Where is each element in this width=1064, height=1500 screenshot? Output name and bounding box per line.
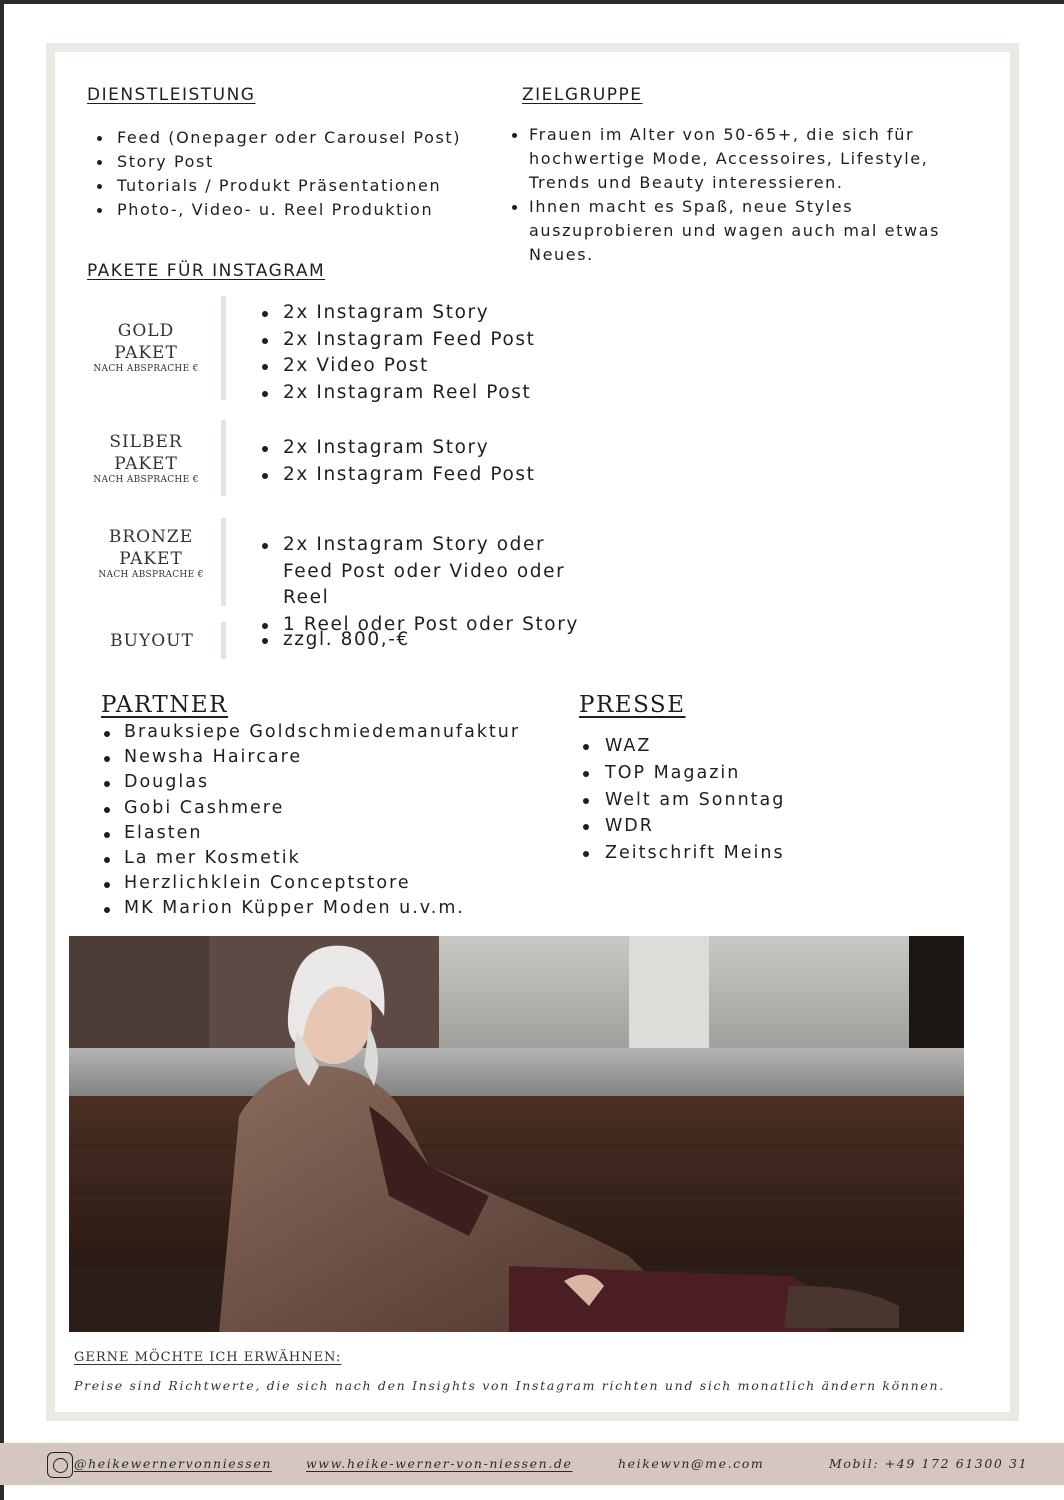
partner-list	[101, 720, 541, 922]
instagram-handle-link[interactable]: @heikewernervonniessen	[74, 1456, 272, 1471]
silver-title-2: PAKET	[114, 454, 178, 474]
silver-items	[259, 435, 639, 488]
list-item: Gobi Cashmere	[101, 796, 541, 821]
bronze-title-2: PAKET	[119, 549, 183, 569]
list-item: 2x Video Post	[259, 353, 639, 380]
gold-items	[259, 300, 639, 406]
list-item: Zeitschrift Meins	[580, 840, 880, 867]
website-link[interactable]: www.heike-werner-von-niessen.de	[306, 1456, 573, 1471]
list-item: 2x Instagram Story	[259, 435, 639, 462]
footer	[0, 1443, 1064, 1485]
buyout-title: BUYOUT	[110, 631, 194, 651]
list-item: WDR	[580, 813, 880, 840]
list-item: 2x Instagram Feed Post	[259, 462, 639, 489]
gold-package-label	[86, 320, 206, 375]
target-heading: ZIELGRUPPE	[522, 85, 643, 105]
bronze-title: BRONZE	[108, 527, 194, 547]
phone-text: Mobil: +49 172 61300 31	[829, 1456, 1029, 1471]
bronze-price-note: NACH ABSPRACHE €	[98, 570, 204, 580]
services-heading: DIENSTLEISTUNG	[87, 85, 256, 105]
silver-divider	[221, 420, 226, 496]
portrait-photo-illustration	[69, 936, 964, 1332]
list-item: Newsha Haircare	[101, 745, 541, 770]
silver-title: SILBER	[109, 432, 183, 452]
instagram-icon[interactable]	[47, 1452, 73, 1478]
list-item: Photo-, Video- u. Reel Produktion	[87, 198, 487, 222]
buyout-label	[92, 630, 212, 652]
partner-heading: PARTNER	[101, 692, 228, 718]
list-item: Herzlichklein Conceptstore	[101, 871, 541, 896]
list-item: zzgl. 800,-€	[259, 627, 559, 654]
note-text: Preise sind Richtwerte, die sich nach den Insights von Instagram richten und sich monatlich ändern können.	[74, 1378, 945, 1393]
page-edge-left	[0, 0, 4, 1500]
list-item: 1 Reel oder Post oder Story	[259, 612, 599, 639]
list-item: 2x Instagram Feed Post	[259, 327, 639, 354]
packages-heading: PAKETE FÜR INSTAGRAM	[87, 261, 326, 281]
press-list	[580, 733, 880, 867]
list-item: Douglas	[101, 770, 541, 795]
list-item: La mer Kosmetik	[101, 846, 541, 871]
services-list	[87, 126, 487, 222]
buyout-divider	[221, 622, 226, 659]
note-heading: GERNE MÖCHTE ICH ERWÄHNEN:	[74, 1350, 342, 1365]
silver-price-note: NACH ABSPRACHE €	[93, 475, 199, 485]
gold-price-note: NACH ABSPRACHE €	[93, 364, 199, 374]
silver-package-label	[86, 431, 206, 486]
list-item: TOP Magazin	[580, 760, 880, 787]
list-item: Elasten	[101, 821, 541, 846]
bronze-items	[259, 532, 599, 638]
target-list	[507, 123, 989, 267]
list-item: WAZ	[580, 733, 880, 760]
list-item: Brauksiepe Goldschmiedemanufaktur	[101, 720, 541, 745]
email-text[interactable]: heikewvn@me.com	[618, 1456, 765, 1471]
list-item: Tutorials / Produkt Präsentationen	[87, 174, 487, 198]
bronze-package-label	[91, 526, 211, 581]
list-item: Story Post	[87, 150, 487, 174]
list-item: Ihnen macht es Spaß, neue Styles auszuprobieren und wagen auch mal etwas Neues.	[507, 195, 989, 267]
gold-divider	[221, 296, 226, 400]
list-item: Feed (Onepager oder Carousel Post)	[87, 126, 487, 150]
list-item: MK Marion Küpper Moden u.v.m.	[101, 896, 541, 921]
bronze-divider	[221, 518, 226, 606]
press-heading: PRESSE	[579, 692, 686, 718]
list-item: 2x Instagram Story	[259, 300, 639, 327]
list-item: 2x Instagram Reel Post	[259, 380, 639, 407]
page-edge-top	[0, 0, 1064, 4]
list-item: 2x Instagram Story oder Feed Post oder Video oder Reel	[259, 532, 599, 612]
portrait-photo	[69, 936, 964, 1332]
gold-title: GOLD	[117, 321, 175, 341]
buyout-items	[259, 627, 559, 654]
gold-title-2: PAKET	[114, 343, 178, 363]
list-item: Frauen im Alter von 50-65+, die sich für hochwertige Mode, Accessoires, Lifestyle, Trends und Beauty interessieren.	[507, 123, 989, 195]
list-item: Welt am Sonntag	[580, 787, 880, 814]
